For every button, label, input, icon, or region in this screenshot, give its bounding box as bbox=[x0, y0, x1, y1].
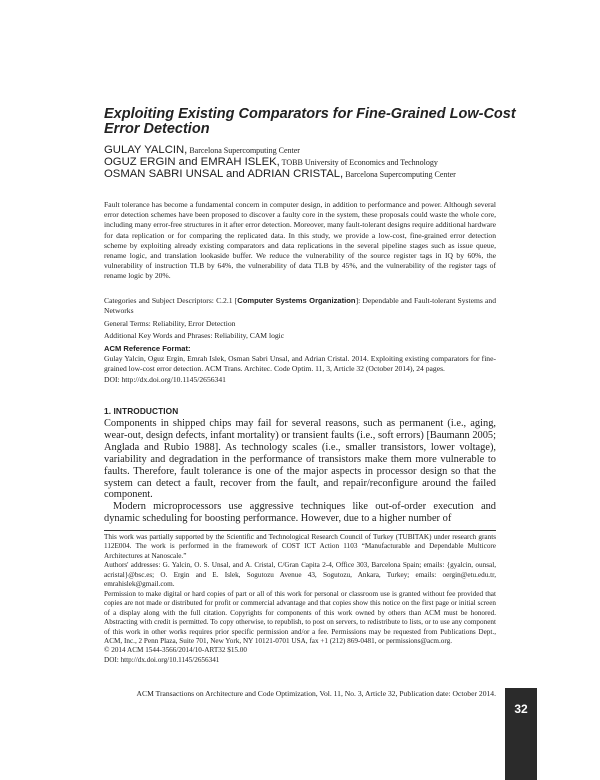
author-affiliation: TOBB University of Economics and Technology bbox=[279, 158, 438, 167]
permission-notice: Permission to make digital or hard copies of part or all of this work for personal or classroom use is granted without fee provided that copies are not made or distributed for profit or commercial advantage and that copies show this notice on the first page or initial screen of a display along with the full citation. Copyrights for components of this work owned by others than ACM must be honored. Abstracting with credit is permitted. To copy otherwise, to republish, to post on servers, to redistribute to lists, or to use any component of this work in other works requires prior specific permission and/or a fee. Permissions may be requested from Publications Dept., ACM, Inc., 2 Penn Plaza, Suite 701, New York, NY 10121-0701 USA, fax +1 (212) 869-0481, or permissions@acm.org. bbox=[104, 589, 496, 645]
general-terms-text: General Terms: Reliability, Error Detection bbox=[104, 319, 236, 328]
acm-reference bbox=[104, 344, 496, 385]
page-number: 32 bbox=[514, 702, 528, 716]
author-names: OGUZ ERGIN and EMRAH ISLEK, bbox=[104, 156, 280, 168]
section-heading-introduction: 1. INTRODUCTION bbox=[104, 406, 179, 416]
acm-reference-heading: ACM Reference Format: bbox=[104, 344, 191, 353]
abstract-text: Fault tolerance has become a fundamental concern in computer design, in addition to performance and power. Although several error detection schemes have been proposed to discover a faulty core in the system, these proposals could waste the whole core, including many error-free structures in it after error detection. Moreover, many fault-tolerant designs require additional hardware for data replication or for comparing the replicated data. In this study, we provide a low-cost, fine-grained error detection scheme by exploiting already existing comparators and data replications in the several pipeline stages such as issue queue, rename logic, and translation lookaside buffer. We reduce the vulnerability of the source register tags in IQ by 60%, the vulnerability of instruction TLB by 64%, the vulnerability of data TLB by 45%, and the vulnerability of the register tags of rename logic by 20%. bbox=[104, 200, 496, 281]
journal-footer: ACM Transactions on Architecture and Code Optimization, Vol. 11, No. 3, Article 32, Publication date: October 2014. bbox=[136, 689, 496, 698]
author-line bbox=[104, 168, 456, 181]
author-affiliation: Barcelona Supercomputing Center bbox=[343, 170, 456, 179]
categories bbox=[104, 296, 496, 316]
acm-reference-citation: Gulay Yalcin, Oguz Ergin, Emrah Islek, Osman Sabri Unsal, and Adrian Cristal. 2014. Exploiting existing comparators for fine-grained low-cost error detection. ACM Trans. Architec. Code Optim. 11, 3, Article 32 (October 2014), 24 pages. bbox=[104, 354, 496, 374]
author-affiliation: Barcelona Supercomputing Center bbox=[187, 146, 300, 155]
authors-addresses: Authors' addresses: G. Yalcin, O. S. Unsal, and A. Cristal, C/Gran Capita 2-4, Office 303, Barcelona Spain; emails: {gyalcin, ounsal, acristal}@bsc.es; O. Ergin and E. Islek, Sogutozu Avenue 43, Sogutozu, Ankara, Turkey; emails: oergin@etu.edu.tr, emrahislek@gmail.com. bbox=[104, 561, 496, 589]
funding-note: This work was partially supported by the Scientific and Technological Research Council of Turkey (TUBITAK) under research grants 112E004. The work is performed in the framework of COST ICT Action 1103 “Manufacturable and Dependable Multicore Architectures at Nanoscale.” bbox=[104, 533, 496, 560]
abstract bbox=[104, 200, 496, 282]
paper-title: Exploiting Existing Comparators for Fine-Grained Low-Cost Error Detection bbox=[104, 106, 516, 137]
keywords bbox=[104, 331, 496, 341]
categories-suffix: ]: Dependable and Fault-tolerant Systems and Networks bbox=[104, 296, 496, 316]
footnote-divider bbox=[104, 530, 496, 531]
author-names: OSMAN SABRI UNSAL and ADRIAN CRISTAL, bbox=[104, 168, 344, 180]
keywords-text: Additional Key Words and Phrases: Reliability, CAM logic bbox=[104, 331, 285, 340]
categories-text bbox=[104, 296, 496, 316]
footnotes bbox=[104, 533, 496, 665]
intro-paragraph: Components in shipped chips may fail for several reasons, such as permanent (i.e., aging, wear-out, design defects, infant mortality) or transient faults (i.e., soft errors) [Baumann 2005; Anglada and Rubio 1988]. As technology scales (i.e., smaller transistors, lower voltage), variability and degradation in the performance of transistors make them more vulnerable to faults. Therefore, fault tolerance is one of the major aspects in processor design so that the system can detect a fault, recover from the fault, and repair/reconfigure around the failed component. bbox=[104, 418, 496, 501]
acm-reference-doi[interactable]: DOI: http://dx.doi.org/10.1145/2656341 bbox=[104, 374, 226, 384]
intro-paragraph: Modern microprocessors use aggressive techniques like out-of-order execution and dynamic scheduling for boosting performance. However, due to a higher number of bbox=[104, 501, 496, 525]
general-terms bbox=[104, 319, 496, 329]
categories-bold: Computer Systems Organization bbox=[237, 296, 356, 305]
author-names: GULAY YALCIN, bbox=[104, 144, 188, 156]
copyright-line: © 2014 ACM 1544-3566/2014/10-ART32 $15.00 bbox=[104, 646, 247, 655]
introduction-body bbox=[104, 418, 496, 525]
categories-prefix: Categories and Subject Descriptors: C.2.1 [ bbox=[104, 296, 238, 305]
page-number-tab bbox=[505, 688, 537, 780]
footnote-doi[interactable]: DOI: http://dx.doi.org/10.1145/2656341 bbox=[104, 655, 220, 664]
